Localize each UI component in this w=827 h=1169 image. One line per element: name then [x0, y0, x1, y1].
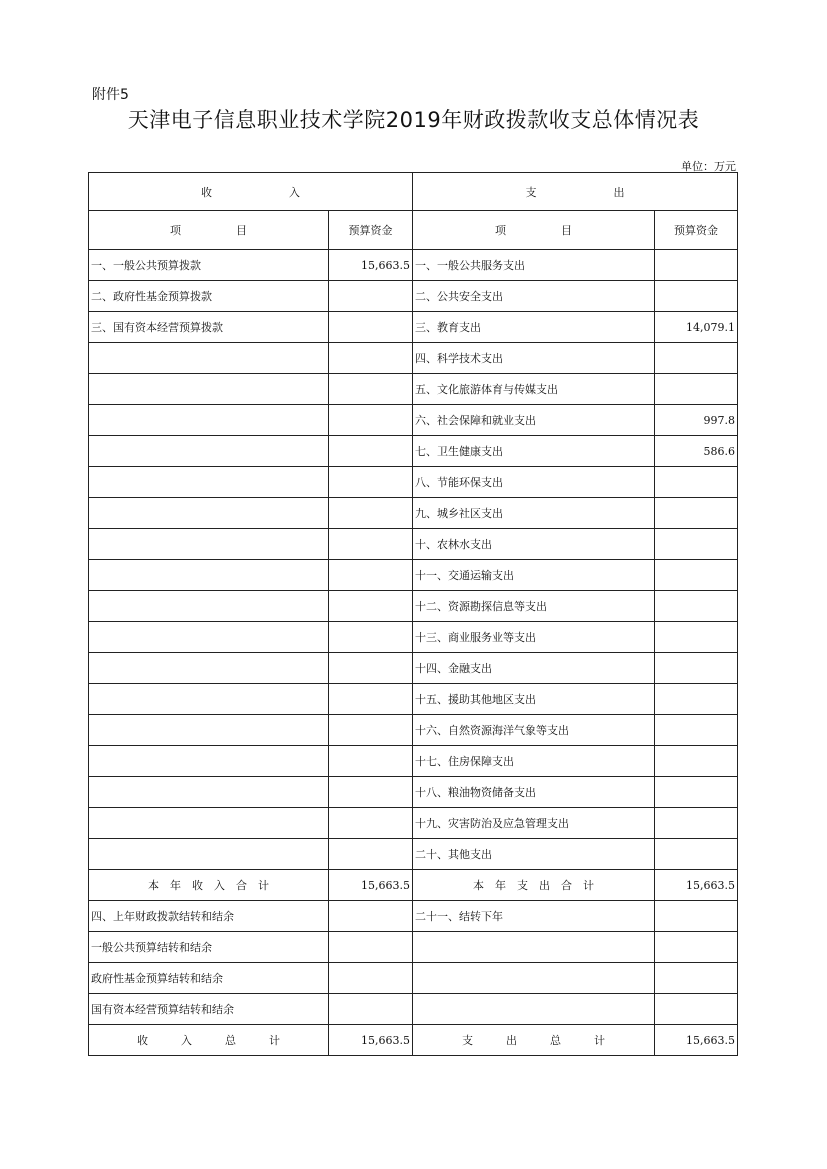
income-item [89, 436, 329, 467]
income-amount: 15,663.5 [329, 250, 413, 281]
income-amount [329, 591, 413, 622]
expense-item: 十四、金融支出 [413, 653, 655, 684]
expense-amount-header: 预算资金 [655, 211, 738, 250]
table-row [89, 715, 738, 746]
table-row [89, 591, 738, 622]
expense-item: 四、科学技术支出 [413, 343, 655, 374]
expense-amount [655, 653, 738, 684]
year-total-row [89, 870, 738, 901]
expense-item: 一、一般公共服务支出 [413, 250, 655, 281]
page-title: 天津电子信息职业技术学院2019年财政拨款收支总体情况表 [127, 108, 700, 132]
expense-item: 十七、住房保障支出 [413, 746, 655, 777]
income-item [89, 715, 329, 746]
expense-item: 三、教育支出 [413, 312, 655, 343]
empty-cell [413, 963, 655, 994]
income-amount [329, 343, 413, 374]
expense-amount: 997.8 [655, 405, 738, 436]
table-row [89, 343, 738, 374]
empty-cell [413, 932, 655, 963]
table-row [89, 560, 738, 591]
expense-amount: 586.6 [655, 436, 738, 467]
income-header: 收 入 [89, 173, 413, 211]
expense-item: 八、节能环保支出 [413, 467, 655, 498]
income-item-header: 项 目 [89, 211, 329, 250]
income-amount [329, 405, 413, 436]
income-amount [329, 684, 413, 715]
income-item [89, 498, 329, 529]
empty-cell [655, 963, 738, 994]
expense-item: 十三、商业服务业等支出 [413, 622, 655, 653]
table-row [89, 250, 738, 281]
expense-item: 五、文化旅游体育与传媒支出 [413, 374, 655, 405]
income-item [89, 746, 329, 777]
income-amount [329, 839, 413, 870]
income-item: 三、国有资本经营预算拨款 [89, 312, 329, 343]
income-amount [329, 374, 413, 405]
attachment-label: 附件5 [92, 87, 129, 103]
carryover-income-amount [329, 901, 413, 932]
table-row [89, 436, 738, 467]
expense-amount [655, 467, 738, 498]
income-amount [329, 436, 413, 467]
expense-header: 支 出 [413, 173, 738, 211]
table-row [89, 746, 738, 777]
income-amount [329, 777, 413, 808]
expense-amount [655, 684, 738, 715]
expense-amount [655, 498, 738, 529]
carryover-sub-label: 一般公共预算结转和结余 [89, 932, 329, 963]
empty-cell [655, 932, 738, 963]
carryover-row [89, 901, 738, 932]
year-expense-total-amount: 15,663.5 [655, 870, 738, 901]
income-item [89, 467, 329, 498]
expense-item: 十六、自然资源海洋气象等支出 [413, 715, 655, 746]
carryover-sub-amount [329, 932, 413, 963]
table-row [89, 622, 738, 653]
empty-cell [655, 994, 738, 1025]
table-row [89, 777, 738, 808]
carryover-sub-row [89, 963, 738, 994]
income-item [89, 839, 329, 870]
income-item: 一、一般公共预算拨款 [89, 250, 329, 281]
carryover-sub-amount [329, 994, 413, 1025]
table-subheader-row [89, 211, 738, 250]
budget-table [88, 172, 738, 1056]
expense-amount [655, 281, 738, 312]
income-item: 二、政府性基金预算拨款 [89, 281, 329, 312]
expense-amount [655, 839, 738, 870]
income-amount [329, 653, 413, 684]
expense-amount [655, 715, 738, 746]
table-row [89, 653, 738, 684]
year-expense-total-label: 本 年 支 出 合 计 [413, 870, 655, 901]
income-item [89, 622, 329, 653]
unit-label: 单位：万元 [681, 160, 736, 173]
income-item [89, 653, 329, 684]
carryover-sub-label: 政府性基金预算结转和结余 [89, 963, 329, 994]
expense-item: 十一、交通运输支出 [413, 560, 655, 591]
expense-item: 二十、其他支出 [413, 839, 655, 870]
grand-income-total-amount: 15,663.5 [329, 1025, 413, 1056]
table-row [89, 839, 738, 870]
expense-item: 十九、灾害防治及应急管理支出 [413, 808, 655, 839]
expense-amount [655, 746, 738, 777]
expense-item: 九、城乡社区支出 [413, 498, 655, 529]
expense-item: 十八、粮油物资储备支出 [413, 777, 655, 808]
expense-item: 十、农林水支出 [413, 529, 655, 560]
carryover-expense-label: 二十一、结转下年 [413, 901, 655, 932]
carryover-sub-amount [329, 963, 413, 994]
grand-income-total-label: 收 入 总 计 [89, 1025, 329, 1056]
expense-item: 十二、资源勘探信息等支出 [413, 591, 655, 622]
carryover-sub-row [89, 932, 738, 963]
expense-amount [655, 343, 738, 374]
income-amount [329, 622, 413, 653]
expense-item: 十五、援助其他地区支出 [413, 684, 655, 715]
grand-total-row [89, 1025, 738, 1056]
expense-amount: 14,079.1 [655, 312, 738, 343]
expense-amount [655, 622, 738, 653]
carryover-sub-label: 国有资本经营预算结转和结余 [89, 994, 329, 1025]
income-item [89, 684, 329, 715]
table-row [89, 808, 738, 839]
income-amount [329, 808, 413, 839]
table-row [89, 312, 738, 343]
expense-item: 二、公共安全支出 [413, 281, 655, 312]
grand-expense-total-amount: 15,663.5 [655, 1025, 738, 1056]
expense-amount [655, 250, 738, 281]
year-income-total-amount: 15,663.5 [329, 870, 413, 901]
income-item [89, 777, 329, 808]
carryover-sub-row [89, 994, 738, 1025]
expense-amount [655, 777, 738, 808]
income-amount [329, 529, 413, 560]
expense-item: 六、社会保障和就业支出 [413, 405, 655, 436]
table-row [89, 529, 738, 560]
table-row [89, 467, 738, 498]
expense-amount [655, 591, 738, 622]
income-amount [329, 560, 413, 591]
income-amount [329, 746, 413, 777]
income-amount [329, 312, 413, 343]
income-amount [329, 715, 413, 746]
income-item [89, 529, 329, 560]
income-item [89, 374, 329, 405]
income-item [89, 808, 329, 839]
table-row [89, 498, 738, 529]
income-amount [329, 467, 413, 498]
income-amount [329, 281, 413, 312]
income-item [89, 591, 329, 622]
table-row [89, 405, 738, 436]
table-header-row [89, 173, 738, 211]
table-row [89, 684, 738, 715]
carryover-expense-amount [655, 901, 738, 932]
income-item [89, 560, 329, 591]
expense-amount [655, 808, 738, 839]
table-row [89, 374, 738, 405]
grand-expense-total-label: 支 出 总 计 [413, 1025, 655, 1056]
carryover-income-label: 四、上年财政拨款结转和结余 [89, 901, 329, 932]
year-income-total-label: 本 年 收 入 合 计 [89, 870, 329, 901]
table-row [89, 281, 738, 312]
expense-amount [655, 374, 738, 405]
income-item [89, 343, 329, 374]
expense-item-header: 项 目 [413, 211, 655, 250]
income-amount [329, 498, 413, 529]
empty-cell [413, 994, 655, 1025]
expense-amount [655, 560, 738, 591]
income-item [89, 405, 329, 436]
expense-amount [655, 529, 738, 560]
expense-item: 七、卫生健康支出 [413, 436, 655, 467]
income-amount-header: 预算资金 [329, 211, 413, 250]
